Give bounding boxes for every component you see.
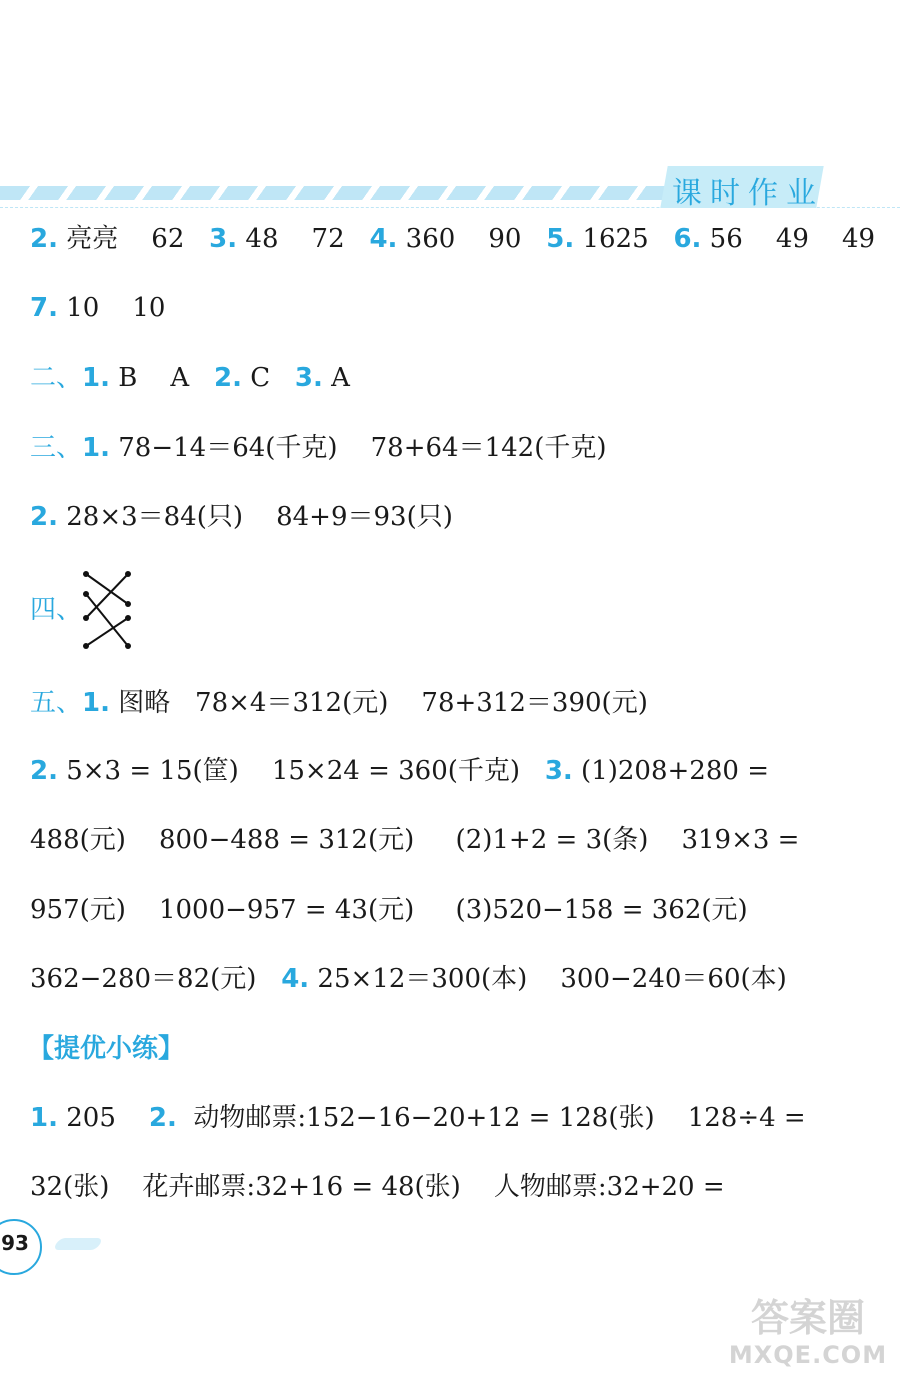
answer-line [30, 431, 607, 465]
section-title-tips: 【提优小练】 [28, 1034, 185, 1064]
answer-line [30, 686, 648, 720]
answer-text: 362−280＝82(元) [30, 964, 282, 994]
answer-text: 56 49 49 [701, 224, 876, 254]
header-decor-band [0, 186, 680, 200]
answer-line [30, 500, 453, 534]
answer-text: 1625 [574, 224, 674, 254]
answer-line [30, 893, 748, 927]
question-number: 2. [213, 363, 242, 393]
answer-text: 360 90 [397, 224, 547, 254]
page-number: 93 [1, 1231, 29, 1255]
answer-line [30, 593, 82, 627]
answer-text: A [322, 363, 350, 393]
watermark-text: 答案圈 [750, 1296, 865, 1340]
answer-text: 图略 78×4＝312(元) 78+312＝390(元) [109, 688, 648, 718]
question-number: 1. [30, 1103, 58, 1133]
question-number: 5. [546, 224, 575, 254]
answer-line [30, 754, 769, 788]
question-number: 3. [544, 756, 573, 786]
answer-text: B A [109, 363, 214, 393]
answer-line [30, 962, 787, 996]
question-number: 7. [30, 293, 58, 323]
page-number-decor [53, 1238, 104, 1250]
section-label: 二、 [30, 363, 83, 393]
answer-text: 5×3 = 15(筐) 15×24 = 360(千克) [57, 756, 545, 786]
answer-text: 78−14＝64(千克) 78+64＝142(千克) [109, 433, 607, 463]
answer-text: 32(张) 花卉邮票:32+16 = 48(张) 人物邮票:32+20 = [30, 1172, 725, 1202]
section-label: 五、 [30, 688, 83, 718]
matching-lines-figure [80, 568, 136, 652]
watermark-url: MXQE.COM [728, 1341, 888, 1369]
section-label: 三、 [30, 433, 83, 463]
answer-line [30, 361, 350, 395]
question-number: 2. [30, 756, 58, 786]
answer-text: 亮亮 62 [57, 224, 210, 254]
question-number: 3. [294, 363, 323, 393]
answer-text: 28×3＝84(只) 84+9＝93(只) [57, 502, 453, 532]
answer-line [30, 222, 875, 256]
answer-text: 25×12＝300(本) 300−240＝60(本) [309, 964, 787, 994]
answer-text: (1)208+280 = [572, 756, 769, 786]
answer-line [30, 1170, 725, 1204]
answer-line [30, 291, 165, 325]
answer-text: C [241, 363, 295, 393]
question-number: 2. [30, 502, 58, 532]
answer-text: 48 72 [237, 224, 370, 254]
question-number: 1. [82, 688, 110, 718]
watermark-logo [722, 1296, 894, 1386]
section-label: 四、 [30, 595, 83, 625]
answer-text: 10 10 [57, 293, 166, 323]
question-number: 1. [82, 363, 110, 393]
answer-text: 动物邮票:152−16−20+12 = 128(张) 128÷4 = [176, 1103, 806, 1133]
answer-text: 488(元) 800−488 = 312(元) (2)1+2 = 3(条) 319×3 = [30, 825, 800, 855]
answer-text: 205 [57, 1103, 149, 1133]
question-number: 2. [30, 224, 58, 254]
question-number: 3. [209, 224, 238, 254]
question-number: 4. [369, 224, 398, 254]
answer-text: 957(元) 1000−957 = 43(元) (3)520−158 = 362(元) [30, 895, 748, 925]
question-number: 4. [281, 964, 310, 994]
answer-line [30, 823, 799, 857]
question-number: 2. [148, 1103, 177, 1133]
question-number: 6. [673, 224, 702, 254]
question-number: 1. [82, 433, 110, 463]
answer-line [30, 1101, 806, 1135]
header-title: 课时作业 [672, 176, 824, 211]
